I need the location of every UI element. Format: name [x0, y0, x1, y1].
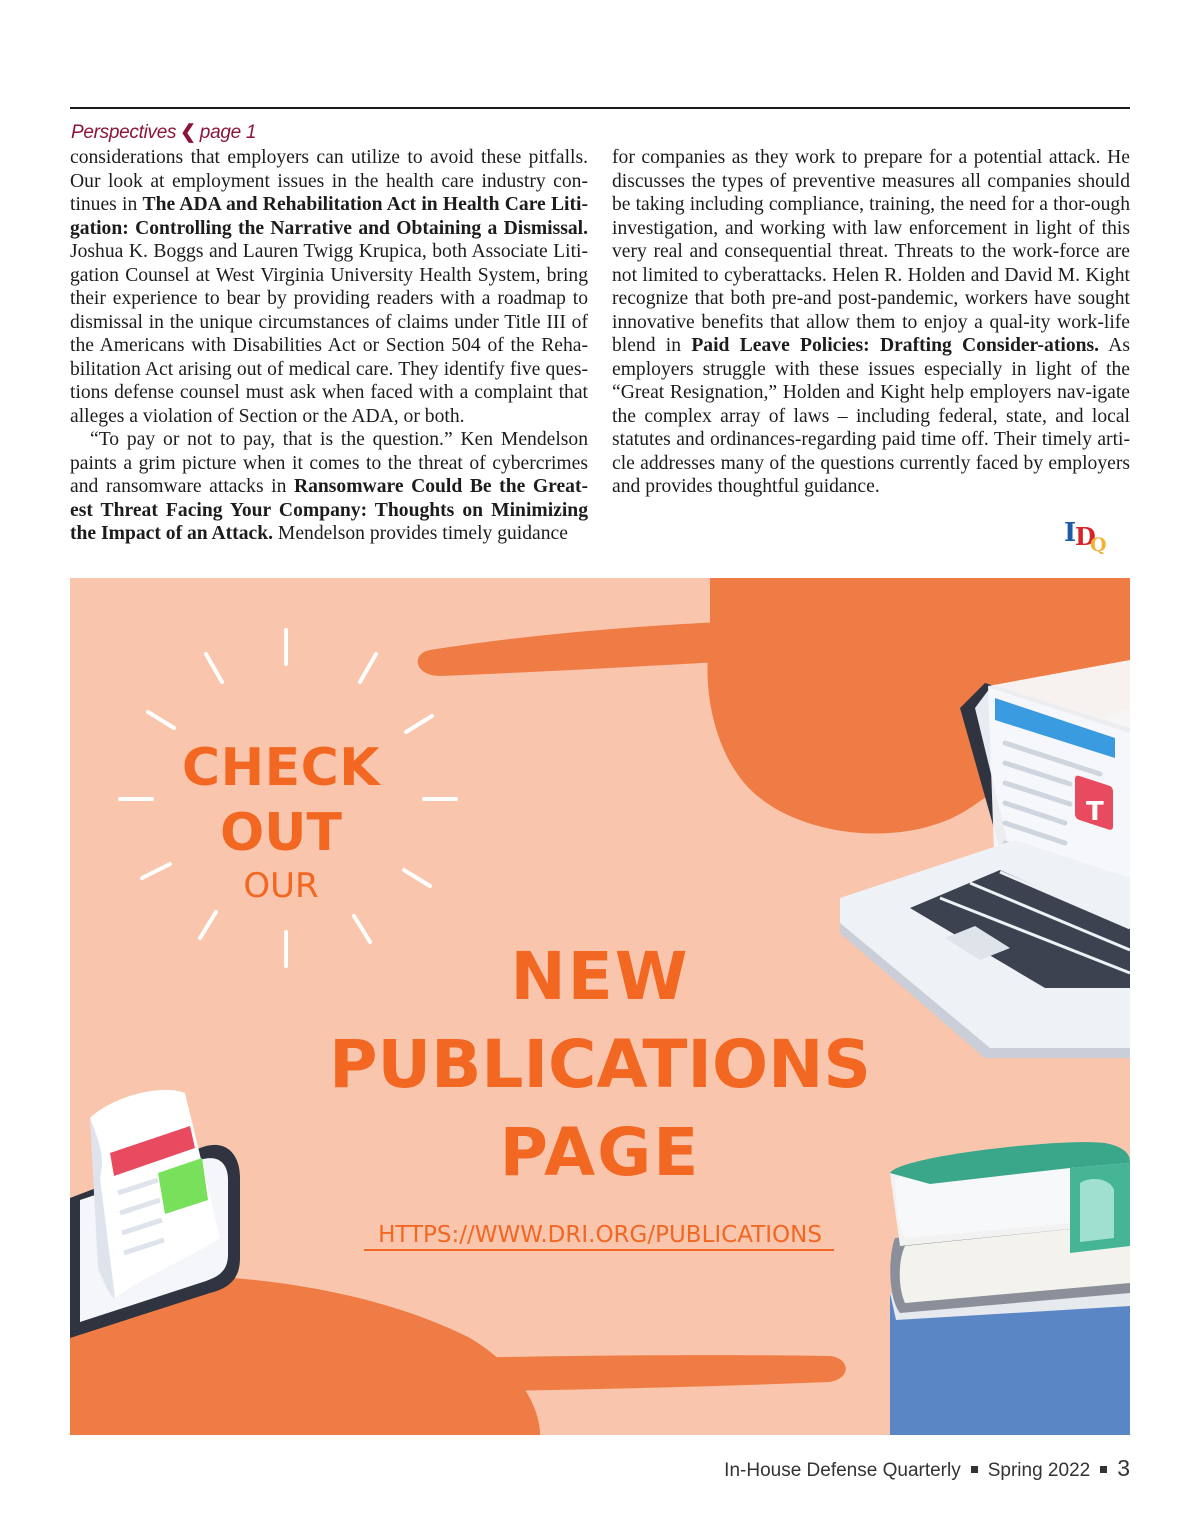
publications-ad[interactable]	[70, 578, 1130, 1435]
right-column	[612, 146, 1130, 499]
idq-logo	[1063, 508, 1109, 554]
continued-from-label	[71, 121, 256, 144]
sunburst-rays	[120, 630, 456, 966]
publication-name: In-House Defense Quarterly	[724, 1460, 961, 1481]
body-text: As employers struggle with these issues especially in light of the “Great Resignation,” Holden and Kight help employers nav-igate the complex array of laws – including federal, state, and local statutes and ordinances-regarding paid time off. Their timely arti-cle addresses many of the questions currently faced by employers and provides thoughtful guidance.	[612, 335, 1130, 497]
paragraph	[612, 146, 1130, 499]
body-text: considerations that employers can utilize to avoid these pitfalls. Our look at employment issues in the health care industry con-tinues in	[70, 147, 588, 215]
separator-square-icon	[971, 1466, 978, 1473]
ad-check-text: CHECK	[181, 738, 381, 798]
logo-letter-q: Q	[1090, 534, 1107, 554]
ad-out-text: OUT	[220, 803, 342, 863]
body-text: “To pay or not to pay, that is the question.” Ken Mendelson paints a grim picture when it comes to the threat of cybercrimes and ransomware attacks in	[70, 429, 588, 497]
article-title: Paid Leave Policies: Drafting Consider-ations.	[691, 335, 1100, 356]
ad-new-text: NEW	[510, 938, 690, 1015]
paragraph	[70, 428, 588, 546]
ad-page-text: PAGE	[499, 1114, 701, 1191]
article-title: The ADA and Rehabilitation Act in Health Care Liti-gation: Controlling the Narrative and Obtaining a Dismissal.	[70, 194, 588, 239]
paragraph	[70, 146, 588, 428]
logo-letter-d: D	[1075, 522, 1096, 551]
logo-letter-i: I	[1064, 518, 1077, 548]
body-text: Joshua K. Boggs and Lauren Twigg Krupica, both Associate Liti-gation Counsel at West Virginia University Health System, bring their experience to bear by providing readers with a roadmap to dismissal in the unique circumstances of claims under Title III of the Americans with Disabilities Act or Section 504 of the Reha-bilitation Act arising out of medical care. They identify five ques-tions defense counsel must ask when faced with a complaint that alleges a violation of Section or the ADA, or both.	[70, 241, 588, 427]
separator-square-icon	[1100, 1466, 1107, 1473]
publications-url-link[interactable]: HTTPS://WWW.DRI.ORG/PUBLICATIONS	[378, 1222, 822, 1248]
header-rule	[70, 107, 1130, 109]
body-text: for companies as they work to prepare for a potential attack. He discusses the types of preventive measures all companies should be taking including compliance, training, the need for a thor-ough investigation, and working with law enforcement in light of this very real and consequential threat. Threats to the work-force are not limited to cyberattacks. Helen R. Holden and David M. Kight recognize that both pre-and post-pandemic, workers have sought innovative benefits that allow them to enjoy a qual-ity work-life blend in	[612, 147, 1130, 356]
laptop-badge: T	[1086, 797, 1104, 827]
chevron-left-icon: ❮	[180, 122, 196, 143]
page-footer	[724, 1455, 1130, 1482]
page-reference: page 1	[199, 122, 257, 143]
books-illustration	[890, 1142, 1130, 1435]
section-name: Perspectives	[71, 122, 177, 143]
left-column	[70, 146, 588, 546]
ad-our-text: OUR	[243, 866, 319, 906]
page-number: 3	[1117, 1455, 1130, 1481]
ad-publications-text: PUBLICATIONS	[329, 1026, 871, 1103]
issue-label: Spring 2022	[987, 1460, 1091, 1481]
article-title: Ransomware Could Be the Great-est Threat Facing Your Company: Thoughts on Minimizing the Impact of an Attack.	[70, 476, 588, 544]
body-text: Mendelson provides timely guidance	[273, 523, 568, 544]
